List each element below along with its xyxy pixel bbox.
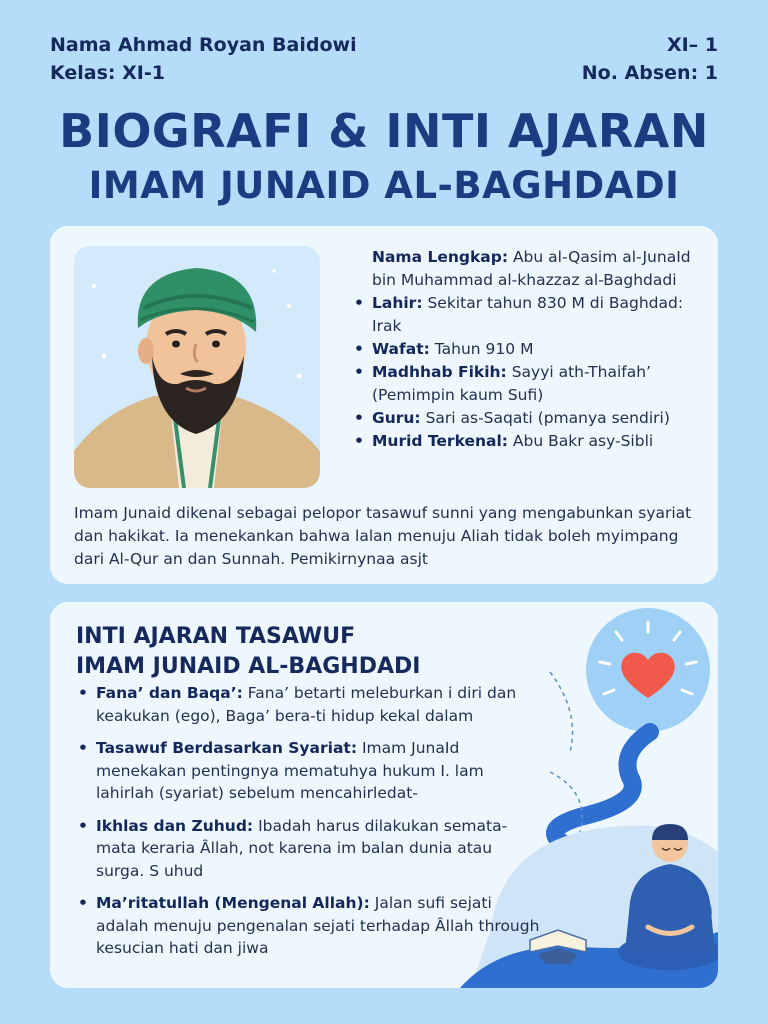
class-label: XI– 1 [666, 34, 718, 56]
header-row-bottom [50, 62, 718, 84]
bio-item-label: Lahir: [372, 294, 423, 312]
portrait-illustration [74, 246, 320, 488]
teaching-value: Jalan sufi sejati adalah menuju pengenalan sejati terhadap Ȃllah through kesucian hati dan jiwa [96, 894, 540, 957]
teachings-list [74, 682, 544, 970]
teaching-label: Ma’ritatullah (Mengenal Allah): [96, 894, 370, 912]
bio-item-wafat [352, 338, 702, 361]
biography-card [50, 226, 718, 584]
teaching-label: Fana’ dan Baqa’: [96, 684, 243, 702]
bio-item-murid [352, 430, 702, 453]
bio-item-value: Sari as-Saqati (pmanya sendiri) [420, 409, 670, 427]
bio-item-lahir [352, 292, 702, 338]
bio-item-label: Madhhab Fikih: [372, 363, 507, 381]
teachings-title-line2: IMAM JUNAID AL-BAGHDADI [76, 654, 421, 679]
student-name: Nama Ahmad Royan Baidowi [50, 34, 357, 56]
absen-label: No. Absen: 1 [581, 62, 718, 84]
bio-item-guru [352, 407, 702, 430]
teaching-value: Fana’ betarti meleburkan i diri dan keakukan (ego), Baga’ bera-ti hidup kekal dalam [96, 684, 517, 725]
bio-item-value: Abu Bakr asy-Sibli [508, 432, 654, 450]
page-title: BIOGRAFI & INTI AJARAN [59, 104, 709, 158]
biography-details [352, 246, 702, 453]
teaching-item-syariat [74, 737, 544, 805]
kelas-label: Kelas: XI-1 [50, 62, 165, 84]
biography-list [352, 292, 702, 453]
bio-item-madhhab [352, 361, 702, 407]
full-name-label: Nama Lengkap: [372, 248, 509, 266]
teaching-item-ikhlas-zuhud [74, 815, 544, 883]
teaching-value: Imam JunaId menekakan pentingnya mematuhya hukum I. lam lahirlah (syariat) sebelum mencahirledat- [96, 739, 484, 802]
bio-item-value: Sayyi ath-Thaifah’ (Pemimpin kaum Sufi) [372, 363, 651, 404]
teaching-label: Tasawuf Berdasarkan Syariat: [96, 739, 358, 757]
full-name-value: Abu al-Qasim al-JunaId bin Muhammad al-khazzaz al-Baghdadi [372, 248, 691, 289]
teachings-card [50, 602, 718, 988]
bio-item-label: Murid Terkenal: [372, 432, 508, 450]
bio-item-label: Wafat: [372, 340, 430, 358]
full-name-line [352, 246, 702, 292]
teachings-title-line1: INTI AJARAN TASAWUF [76, 624, 356, 649]
header-row-top [50, 34, 718, 56]
teachings-title [76, 622, 420, 682]
scholar-portrait-icon [74, 246, 320, 488]
biography-paragraph: Imam Junaid dikenal sebagai pelopor tasawuf sunni yang mengabunkan syariat dan hakikat. Ia menekankan bahwa lalan menuju Aliah tidak boleh myimpang dari Al-Qur an dan Sunnah. Pemikirnynaa asjt [74, 504, 692, 568]
teaching-item-marifatullah [74, 892, 544, 960]
bio-item-value: Sekitar tahun 830 M di Baghdad: Irak [372, 294, 684, 335]
teaching-item-fana-baqa [74, 682, 544, 727]
bio-item-label: Guru: [372, 409, 421, 427]
teaching-label: Ikhlas dan Zuhud: [96, 816, 254, 835]
teaching-value: Ibadah harus dilakukan semata-mata keraria Ȃllah, not karena im balan dunia atau surga. S uhud [96, 816, 508, 880]
page-subtitle: IMAM JUNAID AL-BAGHDADI [88, 164, 680, 207]
bio-item-value: Tahun 910 M [429, 340, 534, 358]
